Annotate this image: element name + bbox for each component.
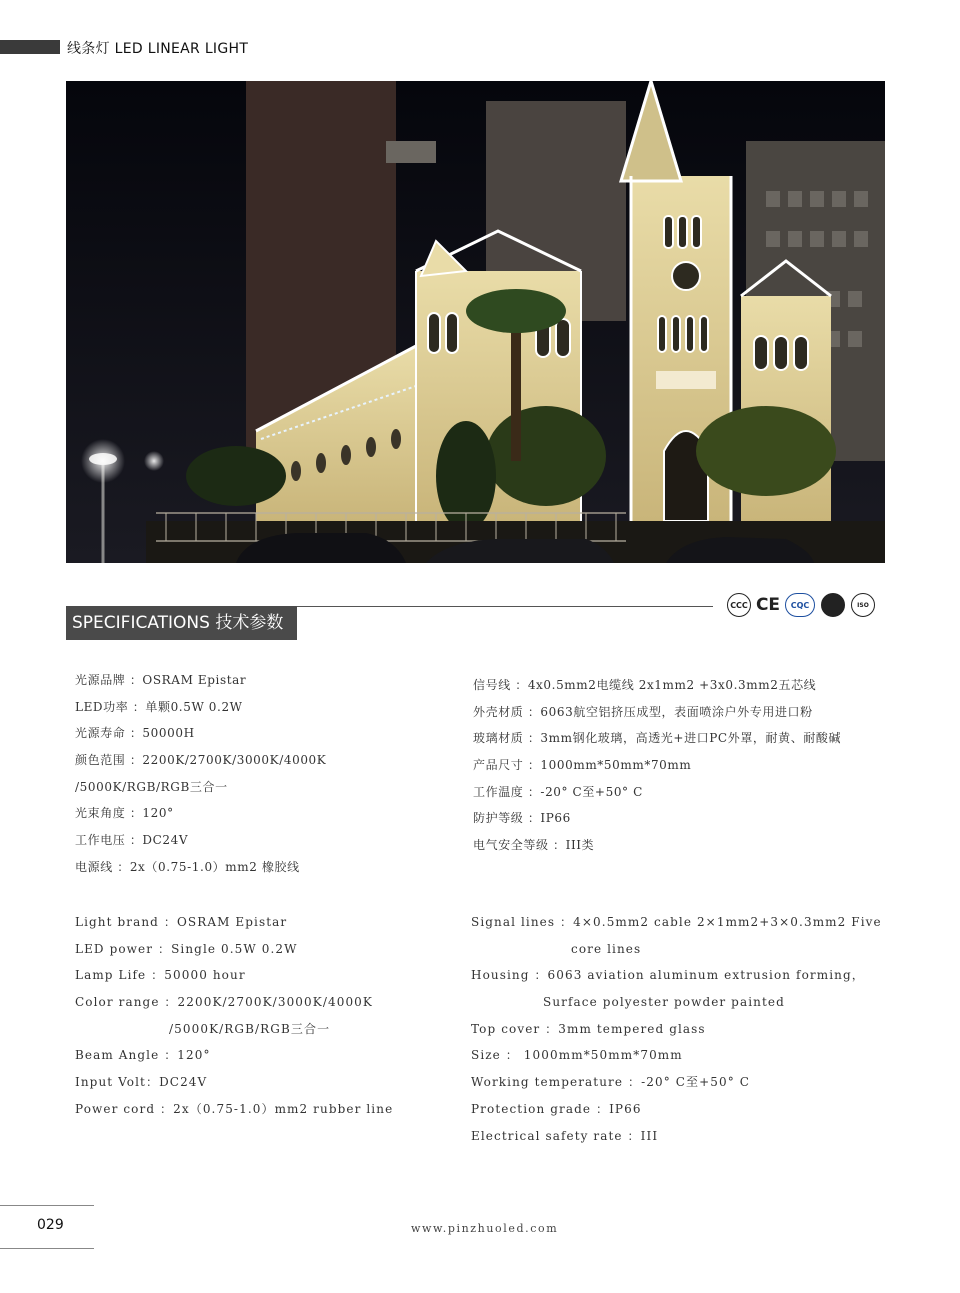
spec-line: Surface polyester powder painted	[543, 995, 785, 1010]
spec-line: Color range ：2200K/2700K/3000K/4000K	[75, 995, 373, 1010]
specs-chinese-left	[75, 667, 326, 881]
spec-line: Lamp Life ：50000 hour	[75, 968, 246, 983]
church-night-photo	[66, 81, 885, 563]
spec-line: 玻璃材质 ：3mm钢化玻璃，高透光+进口PC外罩，耐黄、耐酸碱	[473, 731, 842, 746]
ccc-cert-icon: CCC	[727, 593, 751, 617]
spec-line: 光源品牌 ：OSRAM Epistar	[75, 673, 247, 687]
spec-line: 电源线 ：2x（0.75-1.0）mm2 橡胶线	[75, 859, 300, 874]
spec-line: Light brand ：OSRAM Epistar	[75, 915, 288, 929]
spec-line: 产品尺寸 ：1000mm*50mm*70mm	[473, 758, 692, 773]
spec-line: core lines	[571, 941, 642, 956]
page-header-title: 线条灯 LED LINEAR LIGHT	[67, 41, 249, 57]
spec-line: Signal lines ：4×0.5mm2 cable 2×1mm2+3×0.3mm2 Five	[471, 915, 882, 929]
spec-line: /5000K/RGB/RGB三合一	[169, 1021, 331, 1036]
spec-line: 颜色范围 ：2200K/2700K/3000K/4000K	[75, 753, 327, 768]
spec-line: Housing ：6063 aviation aluminum extrusion forming，	[471, 968, 865, 983]
spec-line: /5000K/RGB/RGB三合一	[75, 779, 228, 794]
spec-line: 工作电压 ：DC24V	[75, 833, 189, 848]
spec-line: Working temperature ：-20° C至+50° C	[471, 1075, 751, 1090]
page-number: 029	[37, 1217, 64, 1233]
header-bar	[0, 40, 60, 54]
spec-line: Input Volt：DC24V	[75, 1075, 208, 1090]
footer-divider-bottom	[0, 1248, 94, 1249]
specs-chinese-right	[473, 672, 841, 859]
spec-line: Top cover ：3mm tempered glass	[471, 1021, 706, 1036]
specs-english-right	[471, 909, 882, 1149]
spec-line: Protection grade ：IP66	[471, 1101, 642, 1116]
environment-cert-icon	[821, 593, 845, 617]
specifications-heading: SPECIFICATIONS 技术参数	[66, 606, 297, 640]
spec-line: 信号线 ：4x0.5mm2电缆线 2x1mm2 +3x0.3mm2五芯线	[473, 678, 817, 692]
spec-line: LED功率 ：单颗0.5W 0.2W	[75, 699, 243, 714]
spec-line: 外壳材质 ：6063航空铝挤压成型，表面喷涂户外专用进口粉	[473, 704, 813, 719]
spec-line: 工作温度 ：-20° C至+50° C	[473, 784, 643, 799]
spec-line: 光源寿命 ：50000H	[75, 726, 195, 741]
iso-cert-icon: ISO	[851, 593, 875, 617]
specs-english-left	[75, 909, 393, 1123]
section-divider	[297, 606, 713, 607]
spec-line: Size ： 1000mm*50mm*70mm	[471, 1048, 683, 1063]
spec-line: 防护等级 ：IP66	[473, 811, 571, 826]
spec-line: 电气安全等级 ：III类	[473, 838, 595, 853]
footer-divider-top	[0, 1205, 94, 1206]
spec-line: Electrical safety rate ：III	[471, 1128, 659, 1143]
spec-line: 光束角度 ：120°	[75, 806, 174, 821]
ce-cert-icon: CE	[755, 595, 781, 615]
spec-line: Beam Angle ：120°	[75, 1048, 211, 1063]
cqc-cert-icon: CQC	[785, 593, 815, 617]
certification-logos	[727, 592, 875, 618]
website-url: www.pinzhuoled.com	[411, 1222, 559, 1235]
spec-line: LED power ：Single 0.5W 0.2W	[75, 941, 298, 956]
spec-line: Power cord ：2x（0.75-1.0）mm2 rubber line	[75, 1101, 394, 1116]
